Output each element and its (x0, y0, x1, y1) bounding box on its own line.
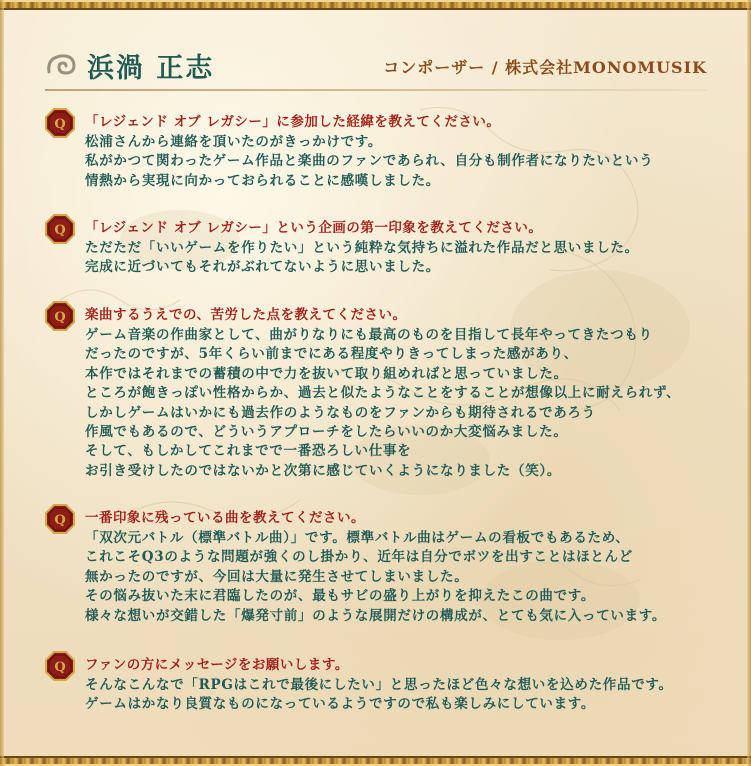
answer-line: ただただ「いいゲームを作りたい」という純粋な気持ちに溢れた作品だと思いました。 (85, 240, 639, 256)
right-border (747, 0, 751, 766)
answer-line: そして、もしかしてこれまでで一番恐ろしい仕事を (85, 443, 412, 460)
composer-name: 浜渦 正志 (87, 53, 215, 84)
question-badge-label: Q (54, 310, 66, 325)
answer-text (85, 676, 673, 715)
answer-line: ところが飽きっぽい性格からか、過去と似たようなことをすることが想像以上に耐えられず、 (85, 385, 681, 402)
left-border (0, 0, 4, 766)
question-badge-icon (45, 301, 75, 331)
answer-line: 「双次元バトル（標準バトル曲）」です。標準バトル曲はゲームの看板でもあるため、 (85, 530, 630, 546)
question-badge-label: Q (54, 513, 66, 528)
answer-line: ゲーム音楽の作曲家として、曲がりなりにも最高のものを目指して長年やってきたつもり (85, 327, 653, 343)
question-text: 楽曲するうえでの、苦労した点を教えてください。 (85, 307, 407, 323)
composer-role: コンポーザー / 株式会社MONOMUSIK (383, 58, 707, 77)
answer-line: 完成に近づいてもそれがぶれてないように思いました。 (85, 259, 440, 276)
question-text: 一番印象に残っている曲を教えてください。 (85, 510, 365, 526)
answer-line: その悩み抜いた末に君臨したのが、最もサビの盛り上がりを抑えたこの曲です。 (85, 588, 596, 605)
answer-line: 無かったのですが、今回は大量に発生させてしまいました。 (85, 568, 469, 585)
answer-line: 様々な想いが交錯した「爆発寸前」のような展開だけの構成が、とても気に入っています。 (85, 607, 667, 624)
question-text: ファンの方にメッセージをお願いします。 (85, 657, 349, 673)
answer-line: しかしゲームはいかにも過去作のようなものをファンからも期待されるであろう (85, 404, 596, 421)
top-border (0, 0, 751, 10)
answer-line: 私がかつて関わったゲーム作品と楽曲のファンであられ、自分も制作者になりたいという (85, 153, 654, 170)
answer-line: そんなこんなで「RPGはこれで最後にしたい」と思ったほど色々な想いを込めた作品です。 (85, 677, 673, 693)
answer-line: 松浦さんから連絡を頂いたのがきっかけです。 (85, 134, 383, 150)
bottom-border (0, 756, 751, 766)
answer-line: ゲームはかなり良質なものになっているようですので私も楽しみにしています。 (85, 696, 596, 713)
answer-text (85, 133, 653, 191)
question-badge-label: Q (54, 223, 66, 238)
question-text: 「レジェンド オブ レガシー」に参加した経緯を教えてください。 (85, 114, 501, 130)
answer-line: 情熱から実現に向かっておられることに感嘆しました。 (85, 172, 440, 189)
answer-text (85, 326, 680, 481)
answer-line: だったのですが、5年くらい前までにある程度やりきってしまった感があり、 (85, 346, 578, 363)
answer-text (85, 529, 666, 626)
answer-line: 作風でもあるので、どういうアプローチをしたらいいのか大変悩みました。 (85, 424, 568, 441)
question-badge-icon (45, 504, 75, 534)
answer-text (85, 239, 639, 278)
spiral-icon (45, 52, 77, 78)
question-text: 「レジェンド オブ レガシー」という企画の第一印象を教えてください。 (85, 220, 543, 236)
question-badge-icon (45, 651, 75, 681)
question-badge-icon (45, 108, 75, 138)
question-badge-icon (45, 214, 75, 244)
header-divider (45, 89, 707, 91)
profile-header (45, 46, 707, 86)
answer-line: お引き受けしたのではないかと次第に感じていくようになりました（笑）。 (85, 462, 562, 479)
question-badge-label: Q (54, 117, 66, 132)
answer-line: 本作ではそれまでの蓄積の中で力を抜いて取り組めればと思っていました。 (85, 365, 568, 382)
question-badge-label: Q (54, 660, 66, 675)
answer-line: これこそQ3のような問題が強くのし掛かり、近年は自分でボツを出すことはほとんど (85, 549, 633, 566)
